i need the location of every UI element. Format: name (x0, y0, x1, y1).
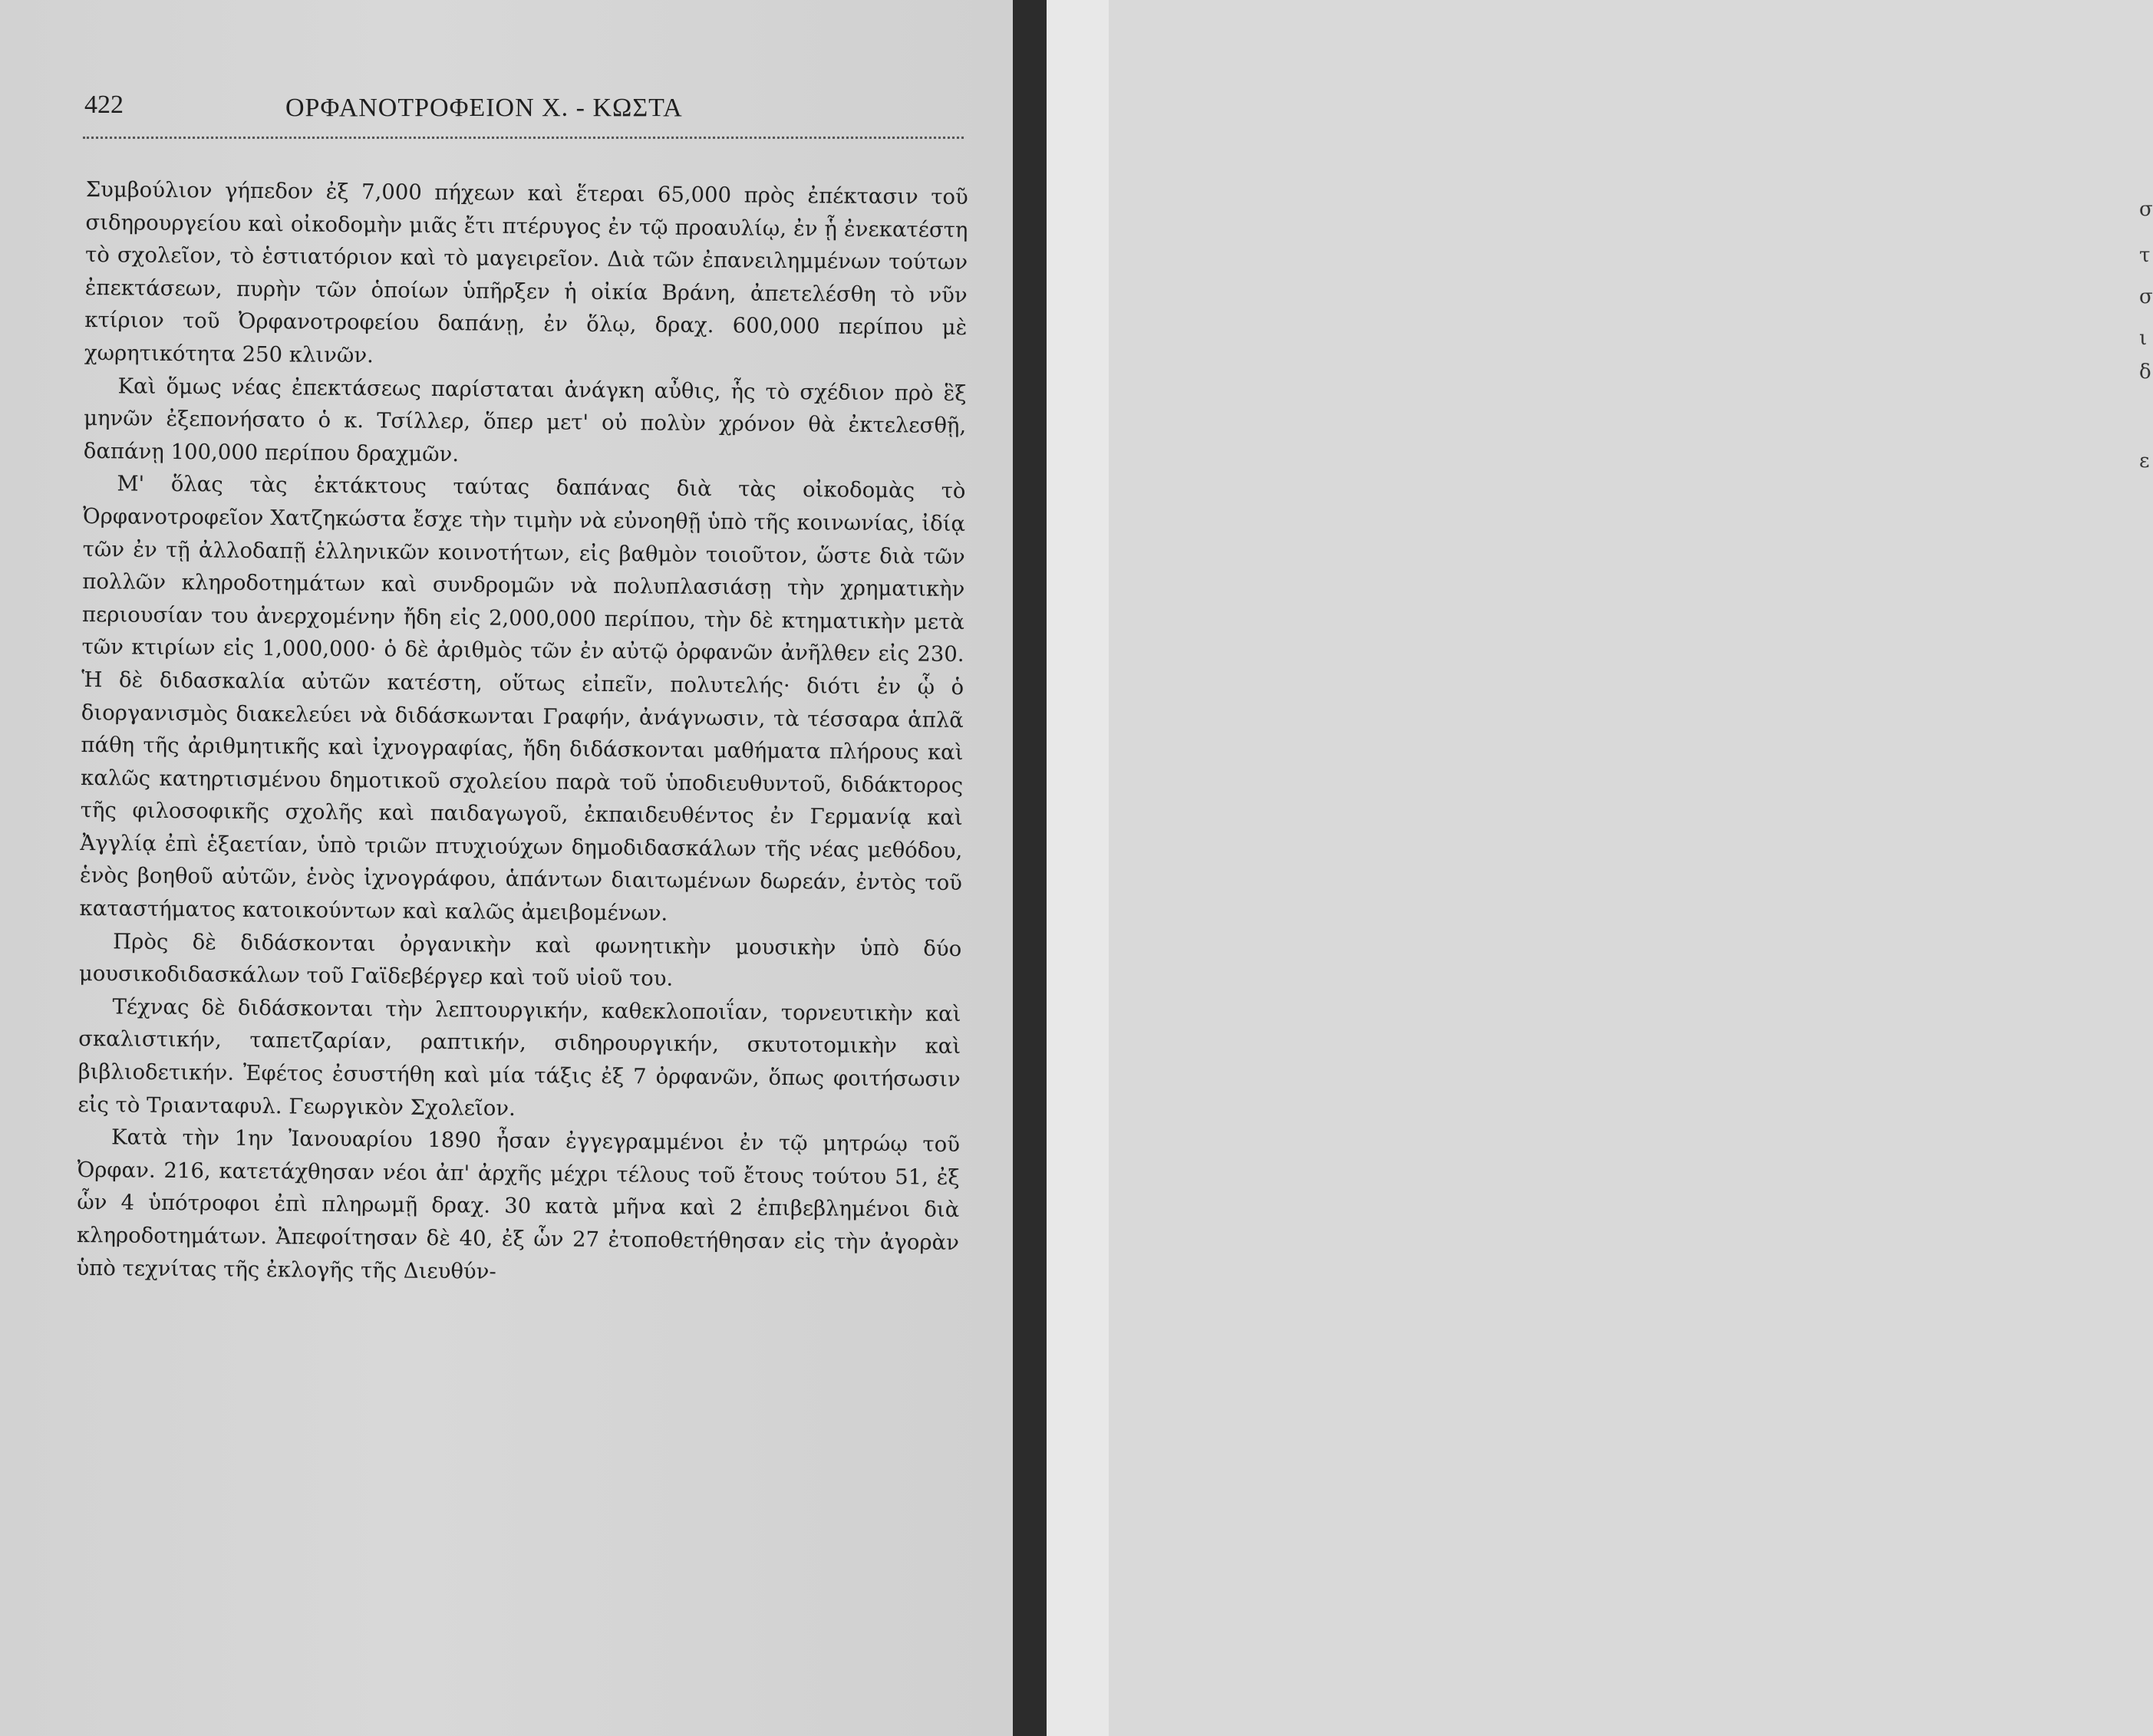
edge-letter: σ (2139, 285, 2153, 308)
edge-letter: σ (2139, 198, 2153, 221)
body-text (76, 173, 968, 1292)
paragraph-1: Συμβούλιον γήπεδον ἐξ 7,000 πήχεων καὶ ἕτεραι 65,000 πρὸς ἐπέκτασιν τοῦ σιδηρουργείου καὶ οἰκοδομὴν μιᾶς ἔτι πτέρυγος ἐν τῷ προαυλίῳ, ἐν ᾗ ἐνεκατέστη τὸ σχολεῖον, τὸ ἑστιατόριον καὶ τὸ μαγειρεῖον. Διὰ τῶν ἐπανειλημμένων τούτων ἐπεκτάσεων, πυρὴν τῶν ὁποίων ὑπῆρξεν ἡ οἰκία Βράνη, ἀπετελέσθη τὸ νῦν κτίριον τοῦ Ὀρφανοτροφείου δαπάνῃ, ἐν ὅλῳ, δραχ. 600,000 περίπου μὲ χωρητικότητα 250 κλινῶν. (84, 176, 968, 368)
header-rule (83, 137, 964, 139)
edge-letter: ι (2139, 327, 2148, 350)
page-number: 422 (84, 91, 124, 119)
book-page (0, 0, 1013, 1736)
paragraph-5: Τέχνας δὲ διδάσκονται τὴν λεπτουργικήν, καθεκλοποιΐαν, τορνευτικὴν καὶ σκαλιστικήν, ταπετζαρίαν, ραπτικήν, σιδηρουργικήν, σκυτοτομικὴν καὶ βιβλιοδετικήν. Ἐφέτος ἐσυστήθη καὶ μία τάξις ἐξ 7 ὀρφανῶν, ὅπως φοιτήσωσιν εἰς τὸ Τριανταφυλ. Γεωργικὸν Σχολεῖον. (77, 994, 961, 1121)
paragraph-6: Κατὰ τὴν 1ην Ἰανουαρίου 1890 ἦσαν ἐγγεγραμμένοι ἐν τῷ μητρώῳ τοῦ Ὀρφαν. 216, κατετάχθησαν νέοι ἀπ' ἀρχῆς μέχρι τέλους τοῦ ἔτους τούτου 51, ἐξ ὧν 4 ὑπότροφοι ἐπὶ πληρωμῇ δραχ. 30 κατὰ μῆνα καὶ 2 ἐπιβεβλημένοι διὰ κληροδοτημάτων. Ἀπεφοίτησαν δὲ 40, ἐξ ὧν 27 ἐτοποθετήθησαν εἰς τὴν ἀγορὰν ὑπὸ τεχνίτας τῆς ἐκλογῆς τῆς Διευθύν- (76, 1125, 961, 1284)
edge-letter: δ (2139, 361, 2151, 384)
adjacent-page-edge (1047, 0, 2153, 1736)
running-title: ΟΡΦΑΝΟΤΡΟΦΕΙΟΝ Χ. - ΚΩΣΤΑ (285, 94, 683, 122)
paragraph-2: Καὶ ὅμως νέας ἐπεκτάσεως παρίσταται ἀνάγκη αὖθις, ἧς τὸ σχέδιον πρὸ ἓξ μηνῶν ἐξεπονήσατο ὁ κ. Τσίλλερ, ὅπερ μετ' οὐ πολὺν χρόνον θὰ ἐκτελεσθῇ, δαπάνῃ 100,000 περίπου δραχμῶν. (83, 373, 967, 467)
book-gutter (1013, 0, 1047, 1736)
paragraph-4: Πρὸς δὲ διδάσκονται ὀργανικὴν καὶ φωνητικὴν μουσικὴν ὑπὸ δύο μουσικοδιδασκάλων τοῦ Γαϊδεβέργερ καὶ τοῦ υἱοῦ του. (78, 929, 962, 991)
edge-letter: ε (2139, 450, 2150, 473)
paragraph-3: Μ' ὅλας τὰς ἐκτάκτους ταύτας δαπάνας διὰ τὰς οἰκοδομὰς τὸ Ὀρφανοτροφεῖον Χατζηκώστα ἔσχε τὴν τιμὴν νὰ εὐνοηθῇ ὑπὸ τῆς κοινωνίας, ἰδίᾳ τῶν ἐν τῇ ἀλλοδαπῇ ἑλληνικῶν κοινοτήτων, εἰς βαθμὸν τοιοῦτον, ὥστε διὰ τῶν πολλῶν κληροδοτημάτων καὶ συνδρομῶν νὰ πολυπλασιάσῃ τὴν χρηματικὴν περιουσίαν του ἀνερχομένην ἤδη εἰς 2,000,000 περίπου, τὴν δὲ κτηματικὴν μετὰ τῶν κτιρίων εἰς 1,000,000· ὁ δὲ ἀριθμὸς τῶν ἐν αὐτῷ ὀρφανῶν ἀνῆλθεν εἰς 230. Ἡ δὲ διδασκαλία αὐτῶν κατέστη, οὕτως εἰπεῖν, πολυτελής· διότι ἐν ᾧ ὁ διοργανισμὸς διακελεύει νὰ διδάσκωνται Γραφήν, ἀνάγνωσιν, τὰ τέσσαρα ἁπλᾶ πάθη τῆς ἀριθμητικῆς καὶ ἰχνογραφίας, ἤδη διδάσκονται μαθήματα πλήρους καὶ καλῶς κατηρτισμένου δημοτικοῦ σχολείου παρὰ τοῦ ὑποδιευθυντοῦ, διδάκτορος τῆς φιλοσοφικῆς σχολῆς καὶ παιδαγωγοῦ, ἐκπαιδευθέντος ἐν Γερμανίᾳ καὶ Ἀγγλίᾳ ἐπὶ ἑξαετίαν, ὑπὸ τριῶν πτυχιούχων δημοδιδασκάλων τῆς νέας μεθόδου, ἑνὸς βοηθοῦ αὐτῶν, ἑνὸς ἰχνογράφου, ἁπάντων διαιτωμένων δωρεάν, ἐντὸς τοῦ καταστήματος κατοικούντων καὶ καλῶς ἀμειβομένων. (79, 471, 966, 926)
edge-letter: τ (2139, 244, 2151, 267)
